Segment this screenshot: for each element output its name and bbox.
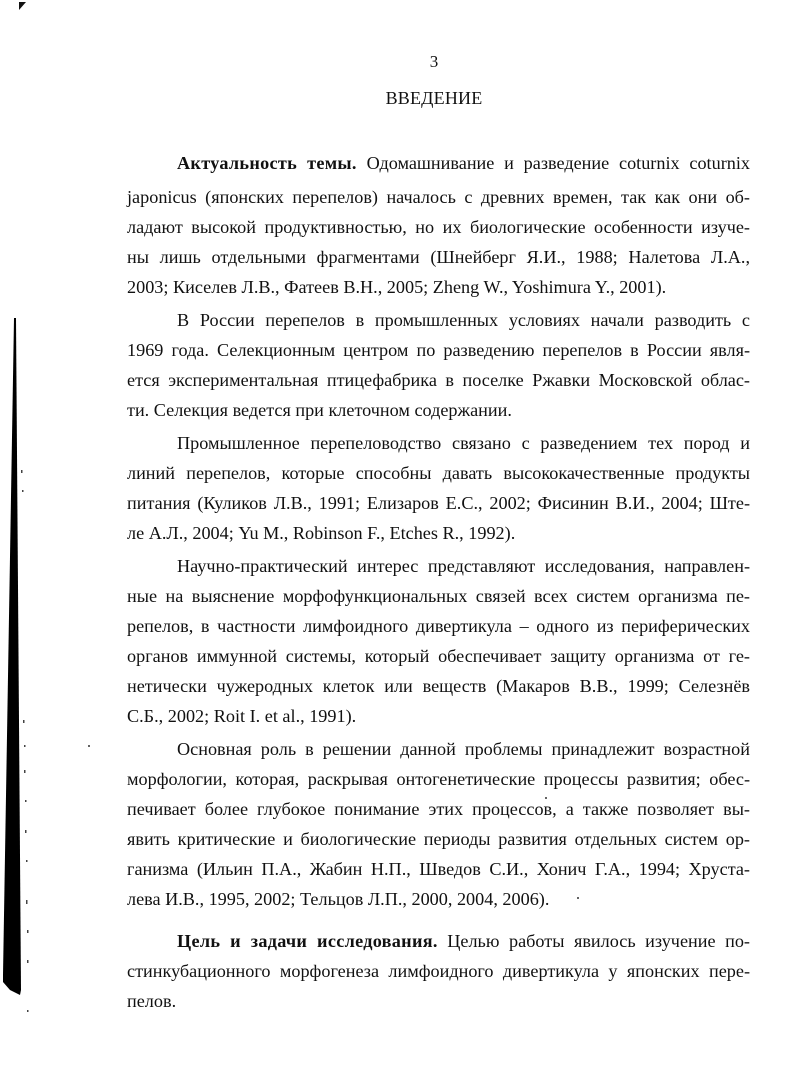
paragraph-4-line-3: репелов, в частности лимфоидного дивертикула – одного из периферических (127, 616, 750, 636)
paragraph-5-line-4: явить критические и биологические периоды развития отдельных систем ор- (127, 829, 750, 849)
relevance-label: Актуальность темы. (177, 153, 357, 173)
paragraph-6-line-1: Цель и задачи исследования. Целью работы явилось изучение по- (177, 931, 750, 951)
paragraph-4-line-4: органов иммунной системы, который обеспечивает защиту организма от ге- (127, 646, 750, 666)
paragraph-3-line-4: ле А.Л., 2004; Yu M., Robinson F., Etches R., 1992). (127, 523, 516, 543)
paragraph-6-line-2: стинкубационного морфогенеза лимфоидного дивертикула у японских пере- (127, 961, 750, 981)
paragraph-2-line-2: 1969 года. Селекционным центром по разведению перепелов в России явля- (127, 340, 750, 360)
paragraph-4-line-1: Научно-практический интерес представляют исследования, направлен- (177, 556, 750, 576)
paragraph-1-line-5: 2003; Киселев Л.В., Фатеев В.Н., 2005; Zheng W., Yoshimura Y., 2001). (127, 277, 667, 297)
page-number: 3 (429, 52, 439, 71)
goal-label: Цель и задачи исследования. (177, 931, 438, 951)
paragraph-6-line-3: пелов. (127, 991, 177, 1011)
paragraph-5-line-5: ганизма (Ильин П.А., Жабин Н.П., Шведов С.И., Хонич Г.А., 1994; Хруста- (127, 859, 750, 879)
paragraph-4-line-6: С.Б., 2002; Roit I. et al., 1991). (127, 706, 357, 726)
paragraph-3-line-1: Промышленное перепеловодство связано с разведением тех пород и (177, 433, 750, 453)
paragraph-5-line-6: лева И.В., 1995, 2002; Тельцов Л.П., 2000, 2004, 2006). (127, 889, 550, 909)
paragraph-5-line-3: печивает более глубокое понимание этих процессов, а также позволяет вы- (127, 799, 750, 819)
binding-shadow (0, 0, 60, 1070)
paragraph-1-line-4: ны лишь отдельными фрагментами (Шнейберг Я.И., 1988; Налетова Л.А., (127, 247, 750, 267)
paragraph-1-line-1: Актуальность темы. Одомашнивание и разведение coturnix coturnix (177, 153, 751, 173)
paragraph-5-line-1: Основная роль в решении данной проблемы принадлежит возрастной (177, 739, 750, 759)
scan-speck (577, 897, 579, 899)
scan-speck (88, 745, 90, 747)
paragraph-3-line-3: питания (Куликов Л.В., 1991; Елизаров Е.С., 2002; Фисинин В.И., 2004; Ште- (127, 493, 750, 513)
section-heading: ВВЕДЕНИЕ (385, 88, 483, 108)
paragraph-2-line-1: В России перепелов в промышленных условиях начали разводить с (177, 310, 750, 330)
paragraph-1-line-3: ладают высокой продуктивностью, но их биологические особенности изуче- (127, 217, 750, 237)
paragraph-2-line-4: ти. Селекция ведется при клеточном содержании. (127, 400, 512, 420)
paragraph-5-line-2: морфологии, которая, раскрывая онтогенетические процессы развития; обес- (127, 769, 750, 789)
paragraph-3-line-2: линий перепелов, которые способны давать высококачественные продукты (127, 463, 750, 483)
scan-speck (545, 797, 547, 799)
paragraph-4-line-5: нетически чужеродных клеток или веществ (Макаров В.В., 1999; Селезнёв (127, 676, 750, 696)
paragraph-2-line-3: ется экспериментальная птицефабрика в поселке Ржавки Московской облас- (127, 370, 750, 390)
paragraph-1-line-2: japonicus (японских перепелов) началось с древних времен, так как они об- (127, 187, 750, 207)
paragraph-4-line-2: ные на выяснение морфофункциональных связей всех систем организма пе- (127, 586, 750, 606)
